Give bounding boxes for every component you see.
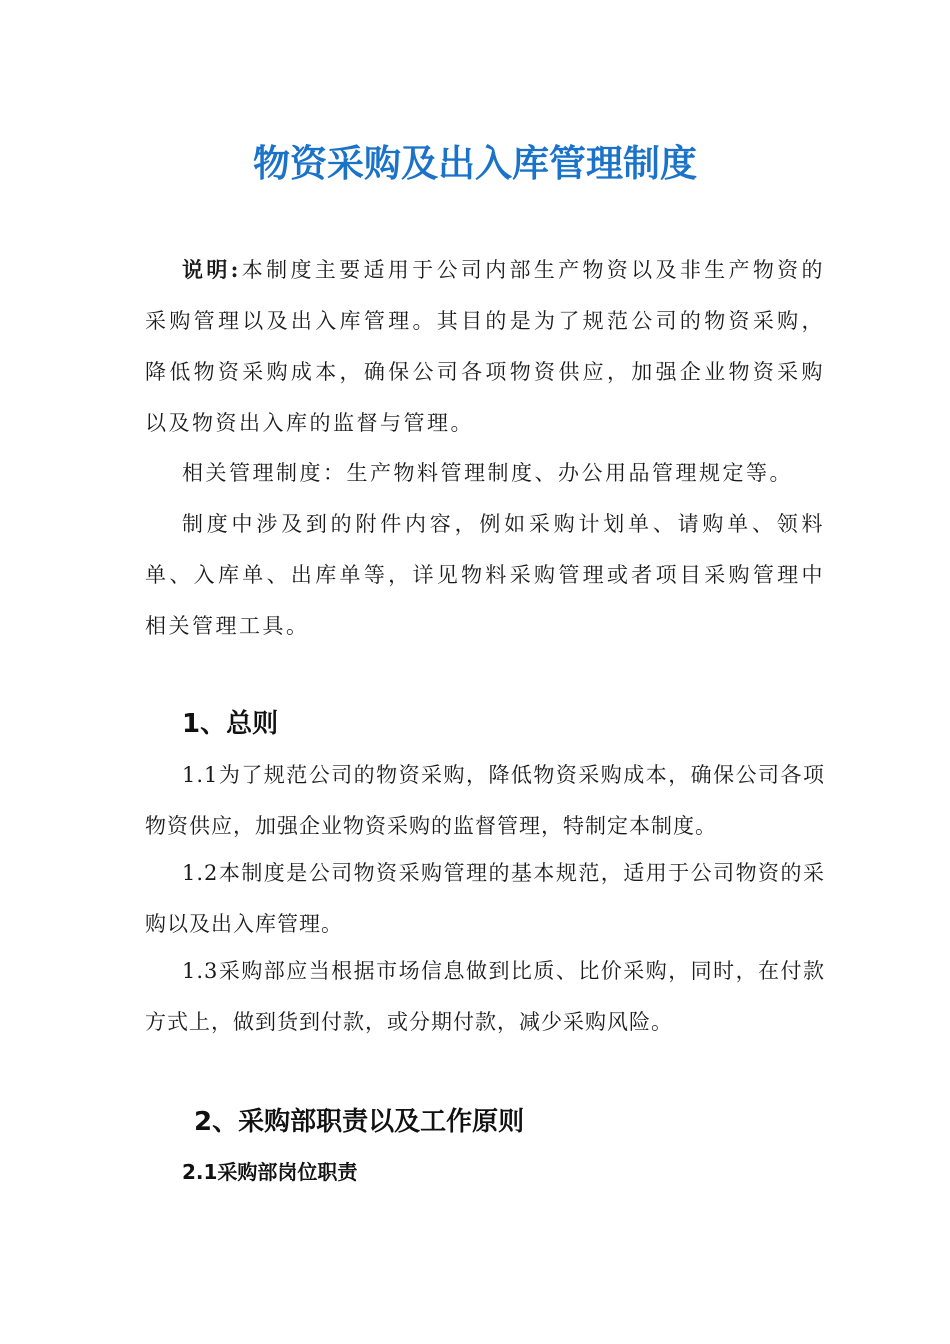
document-title: 物资采购及出入库管理制度 [253,142,697,185]
section1-paragraph-1: 1.1为了规范公司的物资采购，降低物资采购成本，确保公司各项物资供应，加强企业物资采购的监督管理，特制定本制度。 [145,763,825,838]
related-paragraph: 相关管理制度：生产物料管理制度、办公用品管理规定等。 [182,461,793,485]
intro-text: 本制度主要适用于公司内部生产物资以及非生产物资的采购管理以及出入库管理。其目的是为了规范公司的物资采购，降低物资采购成本，确保公司各项物资供应，加强企业物资采购以及物资出入库的监督与管理。 [145,258,825,435]
section1-paragraph-3: 1.3采购部应当根据市场信息做到比质、比价采购，同时，在付款方式上，做到货到付款，或分期付款，减少采购风险。 [145,959,825,1034]
section2-subheading: 2.1采购部岗位职责 [182,1160,358,1184]
intro-label: 说明: [182,257,241,282]
attachments-paragraph: 制度中涉及到的附件内容，例如采购计划单、请购单、领料单、入库单、出库单等，详见物料采购管理或者项目采购管理中相关管理工具。 [145,512,825,638]
section1-paragraph-2: 1.2本制度是公司物资采购管理的基本规范，适用于公司物资的采购以及出入库管理。 [145,861,825,936]
intro-paragraph [145,244,825,449]
section1-heading: 1、总则 [182,709,279,739]
section2-heading: 2、采购部职责以及工作原则 [194,1107,525,1137]
